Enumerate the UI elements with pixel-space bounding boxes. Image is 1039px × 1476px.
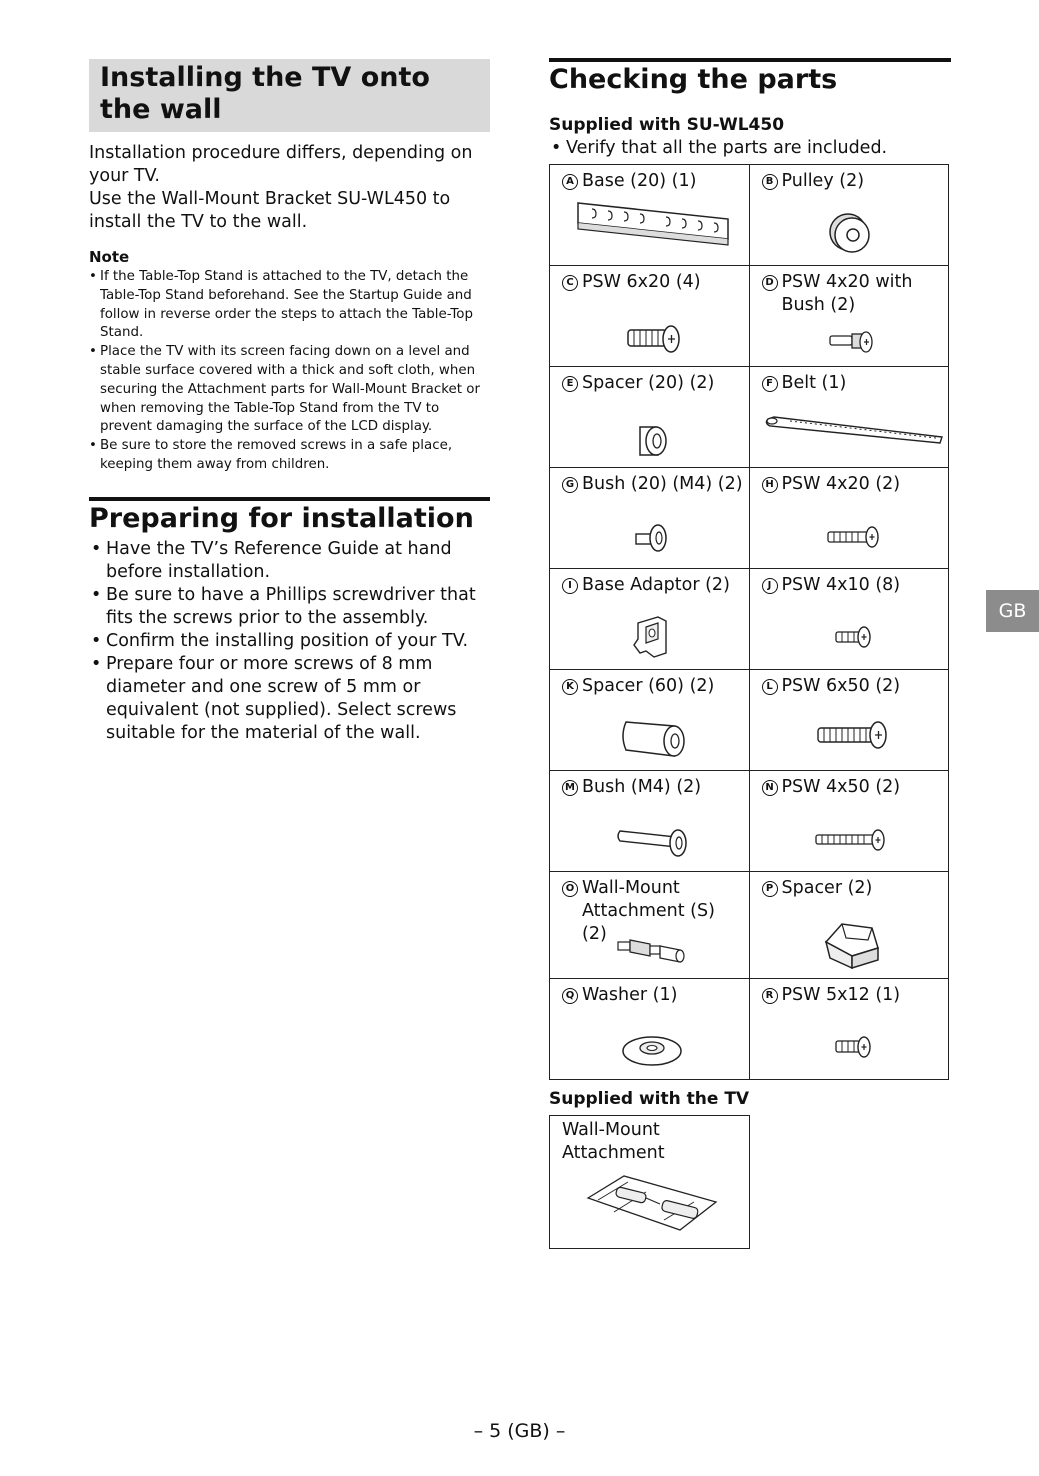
part-letter: A <box>562 174 578 190</box>
block-spacer-icon <box>750 916 949 978</box>
attachment-icon <box>550 934 749 978</box>
supplied-tv-heading: Supplied with the TV <box>549 1089 750 1109</box>
bullet-icon: • <box>91 654 102 674</box>
section-heading-box <box>89 59 490 132</box>
part-cell <box>749 367 949 468</box>
part-letter: Q <box>562 988 578 1004</box>
page-number: – 5 (GB) – <box>473 1420 566 1442</box>
bullet-icon: • <box>89 438 97 454</box>
part-name: PSW 4x20 (2) <box>781 474 901 494</box>
part-name: Spacer (60) (2) <box>582 676 715 696</box>
part-cell <box>749 771 949 872</box>
screw-with-bush-icon <box>750 326 949 366</box>
part-cell <box>550 979 750 1080</box>
language-tab: GB <box>986 590 1039 632</box>
long-bush-icon <box>550 821 749 871</box>
part-letter: R <box>762 988 778 1004</box>
list-item-text: Prepare four or more screws of 8 mm diameter and one screw of 5 mm or equivalent (not supplied). Select screws suitable for the material of the wall. <box>106 654 457 743</box>
part-cell <box>550 670 750 771</box>
part-letter: B <box>762 174 778 190</box>
part-name: Belt (1) <box>781 373 847 393</box>
part-letter: L <box>762 679 778 695</box>
bullet-icon: • <box>91 539 102 559</box>
note-text: Place the TV with its screen facing down on a level and stable surface covered with a thick and soft cloth, when securing the Attachment parts for Wall-Mount Bracket or when removing the Table-Top Stand from the TV to prevent damaging the surface of the LCD display. <box>100 344 480 435</box>
part-letter: G <box>562 477 578 493</box>
tv-part-name: Wall-Mount Attachment <box>562 1120 665 1163</box>
intro-text <box>89 142 489 234</box>
note-item <box>89 343 489 437</box>
section-title-installing: Installing the TV onto the wall <box>100 62 430 125</box>
part-name: PSW 6x20 (4) <box>582 272 701 292</box>
part-name: PSW 4x20 with Bush (2) <box>781 272 913 315</box>
part-letter: N <box>762 780 778 796</box>
screw-icon <box>750 516 949 568</box>
part-name: Bush (20) (M4) (2) <box>582 474 743 494</box>
part-name: Bush (M4) (2) <box>582 777 702 797</box>
section-title-checking: Checking the parts <box>549 64 838 95</box>
note-heading: Note <box>89 248 130 266</box>
list-item <box>89 653 489 745</box>
part-cell <box>550 569 750 670</box>
part-cell <box>550 771 750 872</box>
part-cell <box>550 367 750 468</box>
list-item <box>89 630 489 653</box>
part-cell <box>749 979 949 1080</box>
supplied-heading: Supplied with SU-WL450 <box>549 115 785 135</box>
list-item-text: Have the TV’s Reference Guide at hand before installation. <box>106 539 452 582</box>
part-name: Washer (1) <box>582 985 678 1005</box>
part-letter: H <box>762 477 778 493</box>
list-item <box>89 584 489 630</box>
part-letter: E <box>562 376 578 392</box>
prep-list <box>89 538 489 745</box>
part-cell <box>749 165 949 266</box>
bullet-icon: • <box>91 585 102 605</box>
part-letter: M <box>562 780 578 796</box>
parts-table <box>549 164 949 1080</box>
section-title-preparing: Preparing for installation <box>89 503 474 534</box>
part-letter: F <box>762 376 778 392</box>
part-name: PSW 4x10 (8) <box>781 575 901 595</box>
part-cell <box>749 872 949 979</box>
note-item <box>89 437 489 475</box>
base-adaptor-icon <box>550 609 749 669</box>
part-cell <box>550 266 750 367</box>
note-list <box>89 268 489 475</box>
bullet-icon: • <box>89 344 97 360</box>
bagged-attachment-icon <box>584 1168 720 1240</box>
verify-text: Verify that all the parts are included. <box>566 138 888 158</box>
note-item <box>89 268 489 343</box>
part-cell <box>550 872 750 979</box>
washer-icon <box>550 1027 749 1079</box>
list-item-text: Be sure to have a Phillips screwdriver that fits the screws prior to the assembly. <box>106 585 476 628</box>
section-rule <box>549 58 951 62</box>
part-letter: K <box>562 679 578 695</box>
screw-icon <box>750 821 949 871</box>
bullet-icon: • <box>89 269 97 284</box>
part-letter: I <box>562 578 578 594</box>
part-cell <box>749 569 949 670</box>
screw-icon <box>550 316 749 366</box>
note-text: If the Table-Top Stand is attached to the TV, detach the Table-Top Stand beforehand. See the Startup Guide and follow in reverse order the steps to attach the Table-Top Stand. <box>100 269 473 341</box>
belt-icon <box>750 407 949 467</box>
part-name: Spacer (2) <box>781 878 873 898</box>
long-spacer-icon <box>550 710 749 770</box>
bullet-icon: • <box>551 138 562 158</box>
bullet-icon: • <box>91 631 102 651</box>
part-name: PSW 6x50 (2) <box>781 676 901 696</box>
part-name: Base (20) (1) <box>582 171 697 191</box>
tv-part-cell <box>549 1115 750 1249</box>
part-name: Pulley (2) <box>781 171 865 191</box>
part-letter: D <box>762 275 778 291</box>
part-name: Spacer (20) (2) <box>582 373 715 393</box>
section-rule <box>89 497 490 501</box>
intro-paragraph: Use the Wall-Mount Bracket SU-WL450 to install the TV to the wall. <box>89 189 451 232</box>
screw-icon <box>750 714 949 770</box>
part-name: Wall-Mount Attachment (S) (2) <box>582 878 715 944</box>
part-name: PSW 4x50 (2) <box>781 777 901 797</box>
part-cell <box>550 165 750 266</box>
screw-icon <box>750 1029 949 1079</box>
pulley-icon <box>750 195 949 265</box>
part-letter: O <box>562 881 578 897</box>
spacer-icon <box>550 415 749 467</box>
verify-item <box>549 137 1039 160</box>
screw-icon <box>750 619 949 669</box>
part-cell <box>550 468 750 569</box>
part-letter: C <box>562 275 578 291</box>
part-cell <box>749 670 949 771</box>
part-name: PSW 5x12 (1) <box>781 985 901 1005</box>
part-name: Base Adaptor (2) <box>582 575 730 595</box>
part-cell <box>749 468 949 569</box>
part-letter: J <box>762 578 778 594</box>
intro-paragraph: Installation procedure differs, depending on your TV. <box>89 143 473 186</box>
note-text: Be sure to store the removed screws in a safe place, keeping them away from children. <box>100 438 453 472</box>
part-letter: P <box>762 881 778 897</box>
base-bracket-icon <box>550 195 749 265</box>
part-cell <box>749 266 949 367</box>
bush-icon <box>550 516 749 568</box>
list-item <box>89 538 489 584</box>
list-item-text: Confirm the installing position of your TV. <box>106 631 469 651</box>
